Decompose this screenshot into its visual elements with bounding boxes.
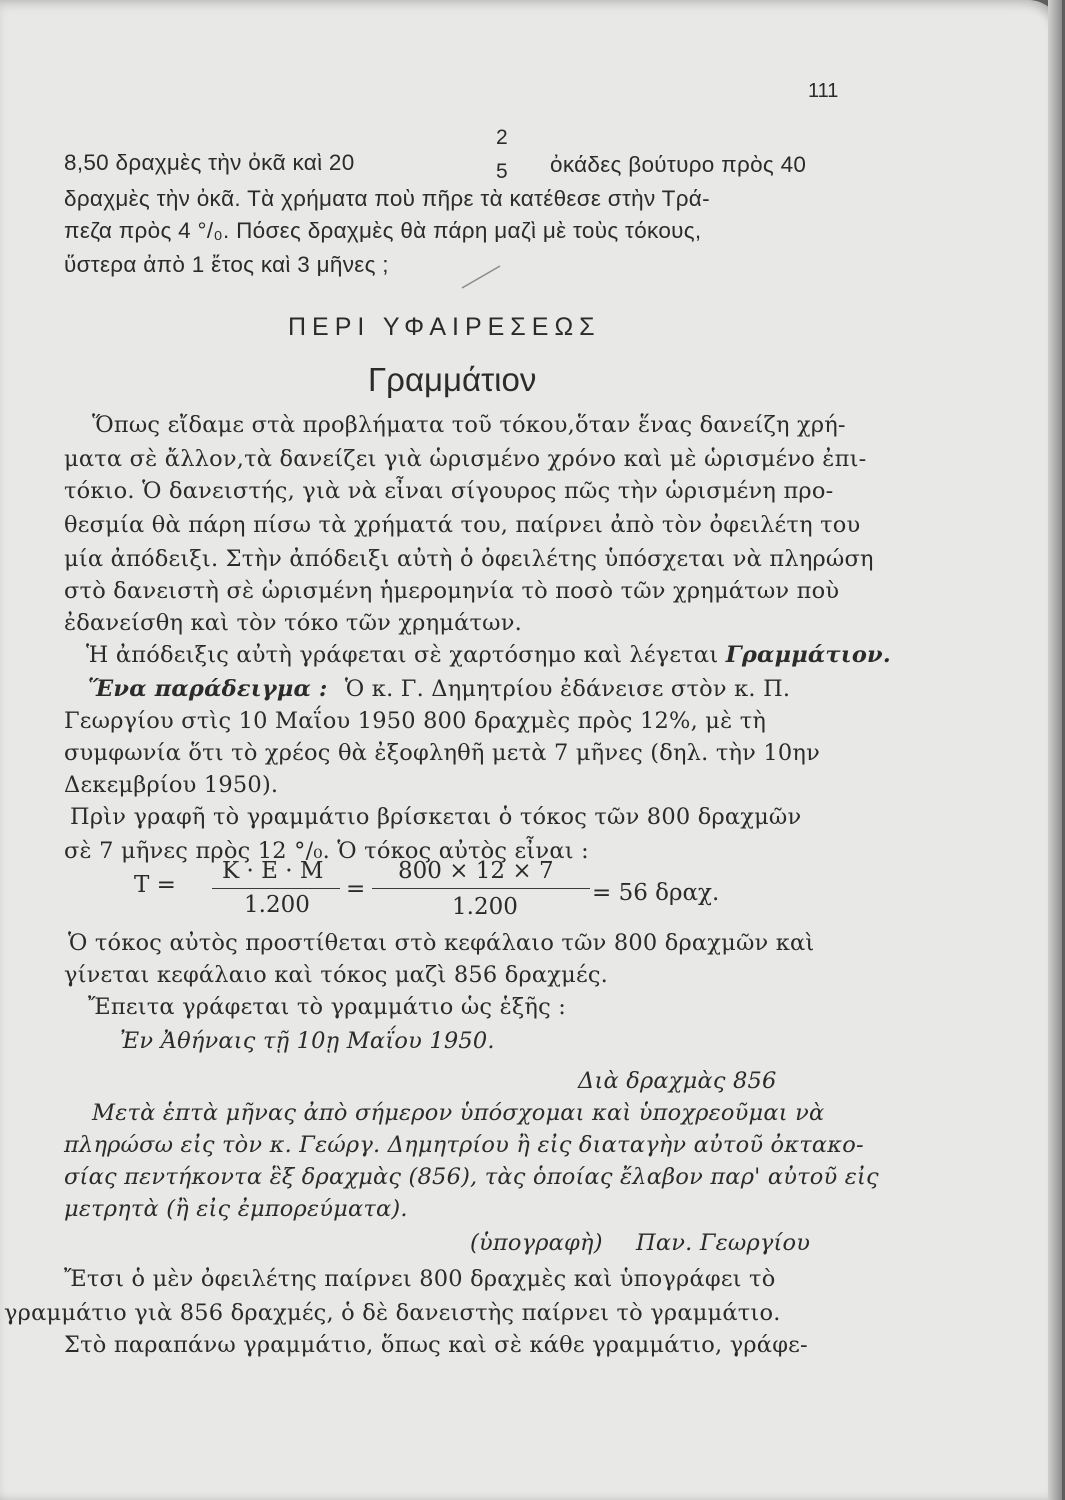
- note-place-date: Ἐν Ἀθήναις τῇ 10ῃ Μαΐου 1950.: [120, 1028, 495, 1054]
- signature-name: Παν. Γεωργίου: [636, 1230, 811, 1256]
- formula-den1: 1.200: [244, 892, 310, 918]
- note-body-1: Μετὰ ἑπτὰ μῆνας ἀπὸ σήμερον ὑπόσχομαι καὶ ὑποχρεοῦμαι νὰ: [92, 1100, 825, 1126]
- interest-line-1: Ὁ τόκος αὐτὸς προστίθεται στὸ κεφάλαιο τῶν 800 δραχμῶν καὶ: [68, 930, 815, 956]
- fraction-bar-2: [372, 888, 590, 889]
- problem-line-2: δραχμὲς τὴν ὀκᾶ. Τὰ χρήματα ποὺ πῆρε τὰ κατέθεσε στὴν Τρά-: [64, 186, 710, 211]
- fraction-numerator: 2: [496, 126, 508, 149]
- page-number: 111: [808, 80, 839, 102]
- fraction-denominator: 5: [496, 160, 508, 183]
- formula-eq2: =: [346, 876, 366, 902]
- subheading: Γραμμάτιον: [368, 361, 537, 398]
- para1-line-4: θεσμία θὰ πάρη πίσω τὰ χρήματά του, παίρνει ἀπὸ τὸν ὀφειλέτη του: [64, 512, 861, 538]
- example-line-4: Δεκεμβρίου 1950).: [64, 772, 279, 798]
- formula-lhs: T =: [134, 872, 176, 898]
- note-amount: Διὰ δραχμὰς 856: [578, 1068, 777, 1094]
- para2-text: Ἡ ἀπόδειξις αὐτὴ γράφεται σὲ χαρτόσημο καὶ λέγεται: [86, 642, 719, 668]
- example-line-2: Γεωργίου στὶς 10 Μαΐου 1950 800 δραχμὲς πρὸς 12%, μὲ τὴ: [64, 708, 767, 734]
- note-body-2: πληρώσω εἰς τὸν κ. Γεώργ. Δημητρίου ἢ εἰς διαταγὴν αὐτοῦ ὀκτακο-: [64, 1132, 864, 1158]
- note-body-4: μετρητὰ (ἢ εἰς ἐμπορεύματα).: [64, 1196, 408, 1222]
- formula-den2: 1.200: [452, 894, 518, 920]
- para1-line-7: ἐδανείσθη καὶ τὸν τόκο τῶν χρημάτων.: [64, 610, 522, 636]
- note-signature: [470, 1228, 810, 1258]
- problem-line-3: πεζα πρὸς 4 °/₀. Πόσες δραχμὲς θὰ πάρη μαζὶ μὲ τοὺς τόκους,: [64, 218, 702, 243]
- problem-line-1b: ὀκάδες βούτυρο πρὸς 40: [550, 152, 807, 177]
- formula-result: = 56 δραχ.: [592, 880, 720, 906]
- page-edge: [1048, 0, 1062, 1500]
- para1-line-2: ματα σὲ ἄλλον,τὰ δανείζει γιὰ ὡρισμένο χρόνο καὶ μὲ ὡρισμένο ἐπι-: [64, 446, 867, 472]
- closing-line-3: Στὸ παραπάνω γραμμάτιο, ὅπως καὶ σὲ κάθε γραμμάτιο, γράφε-: [64, 1332, 808, 1358]
- para1-line-6: στὸ δανειστὴ σὲ ὡρισμένη ἡμερομηνία τὸ ποσὸ τῶν χρημάτων ποὺ: [64, 578, 840, 604]
- problem-line-4: ὕστερα ἀπὸ 1 ἔτος καὶ 3 μῆνες ;: [64, 252, 389, 277]
- section-heading: ΠΕΡΙ ΥΦΑΙΡΕΣΕΩΣ: [288, 313, 601, 341]
- pencil-mark: [460, 262, 520, 292]
- example-line-3: συμφωνία ὅτι τὸ χρέος θὰ ἐξοφληθῆ μετὰ 7 μῆνες (δηλ. τὴν 10ην: [64, 740, 820, 766]
- interest-line-2: γίνεται κεφάλαιο καὶ τόκος μαζὶ 856 δραχμές.: [64, 962, 608, 988]
- para1-line-3: τόκιο. Ὁ δανειστής, γιὰ νὰ εἶναι σίγουρος πῶς τὴν ὡρισμένη προ-: [64, 478, 834, 504]
- fraction-bar-1: [212, 888, 340, 889]
- before-line-1: Πρὶν γραφῆ τὸ γραμμάτιο βρίσκεται ὁ τόκος τῶν 800 δραχμῶν: [70, 804, 802, 830]
- closing-line-2: γραμμάτιο γιὰ 856 δραχμές, ὁ δὲ δανειστὴς παίρνει τὸ γραμμάτιο.: [4, 1300, 781, 1326]
- before-line-2: σὲ 7 μῆνες πρὸς 12 °/₀. Ὁ τόκος αὐτὸς εἶναι :: [64, 838, 589, 864]
- closing-line-1: Ἔτσι ὁ μὲν ὀφειλέτης παίρνει 800 δραχμὲς καὶ ὑπογράφει τὸ: [64, 1266, 776, 1292]
- then-line: Ἔπειτα γράφεται τὸ γραμμάτιο ὡς ἑξῆς :: [88, 994, 567, 1020]
- signature-label: (ὑπογραφὴ): [470, 1230, 603, 1256]
- example-text-1: Ὁ κ. Γ. Δημητρίου ἐδάνεισε στὸν κ. Π.: [344, 676, 791, 702]
- example-label: Ἕνα παράδειγμα :: [88, 676, 328, 702]
- note-body-3: σίας πεντήκοντα ἓξ δραχμὰς (856), τὰς ὁποίας ἔλαβον παρ' αὐτοῦ εἰς: [64, 1164, 879, 1190]
- formula-num2: 800 × 12 × 7: [398, 858, 554, 884]
- problem-line-1a: 8,50 δραχμὲς τὴν ὀκᾶ καὶ 20: [64, 150, 355, 175]
- para1-line-5: μία ἀπόδειξι. Στὴν ἀπόδειξι αὐτὴ ὁ ὀφειλέτης ὑπόσχεται νὰ πληρώση: [64, 546, 874, 572]
- example-line-1: [88, 674, 790, 704]
- para2-term: Γραμμάτιον.: [725, 642, 891, 668]
- para2-line: [86, 640, 891, 670]
- para1-line-1: Ὅπως εἴδαμε στὰ προβλήματα τοῦ τόκου,ὅταν ἕνας δανείζη χρή-: [92, 412, 846, 438]
- formula-num1: K · E · M: [222, 858, 324, 884]
